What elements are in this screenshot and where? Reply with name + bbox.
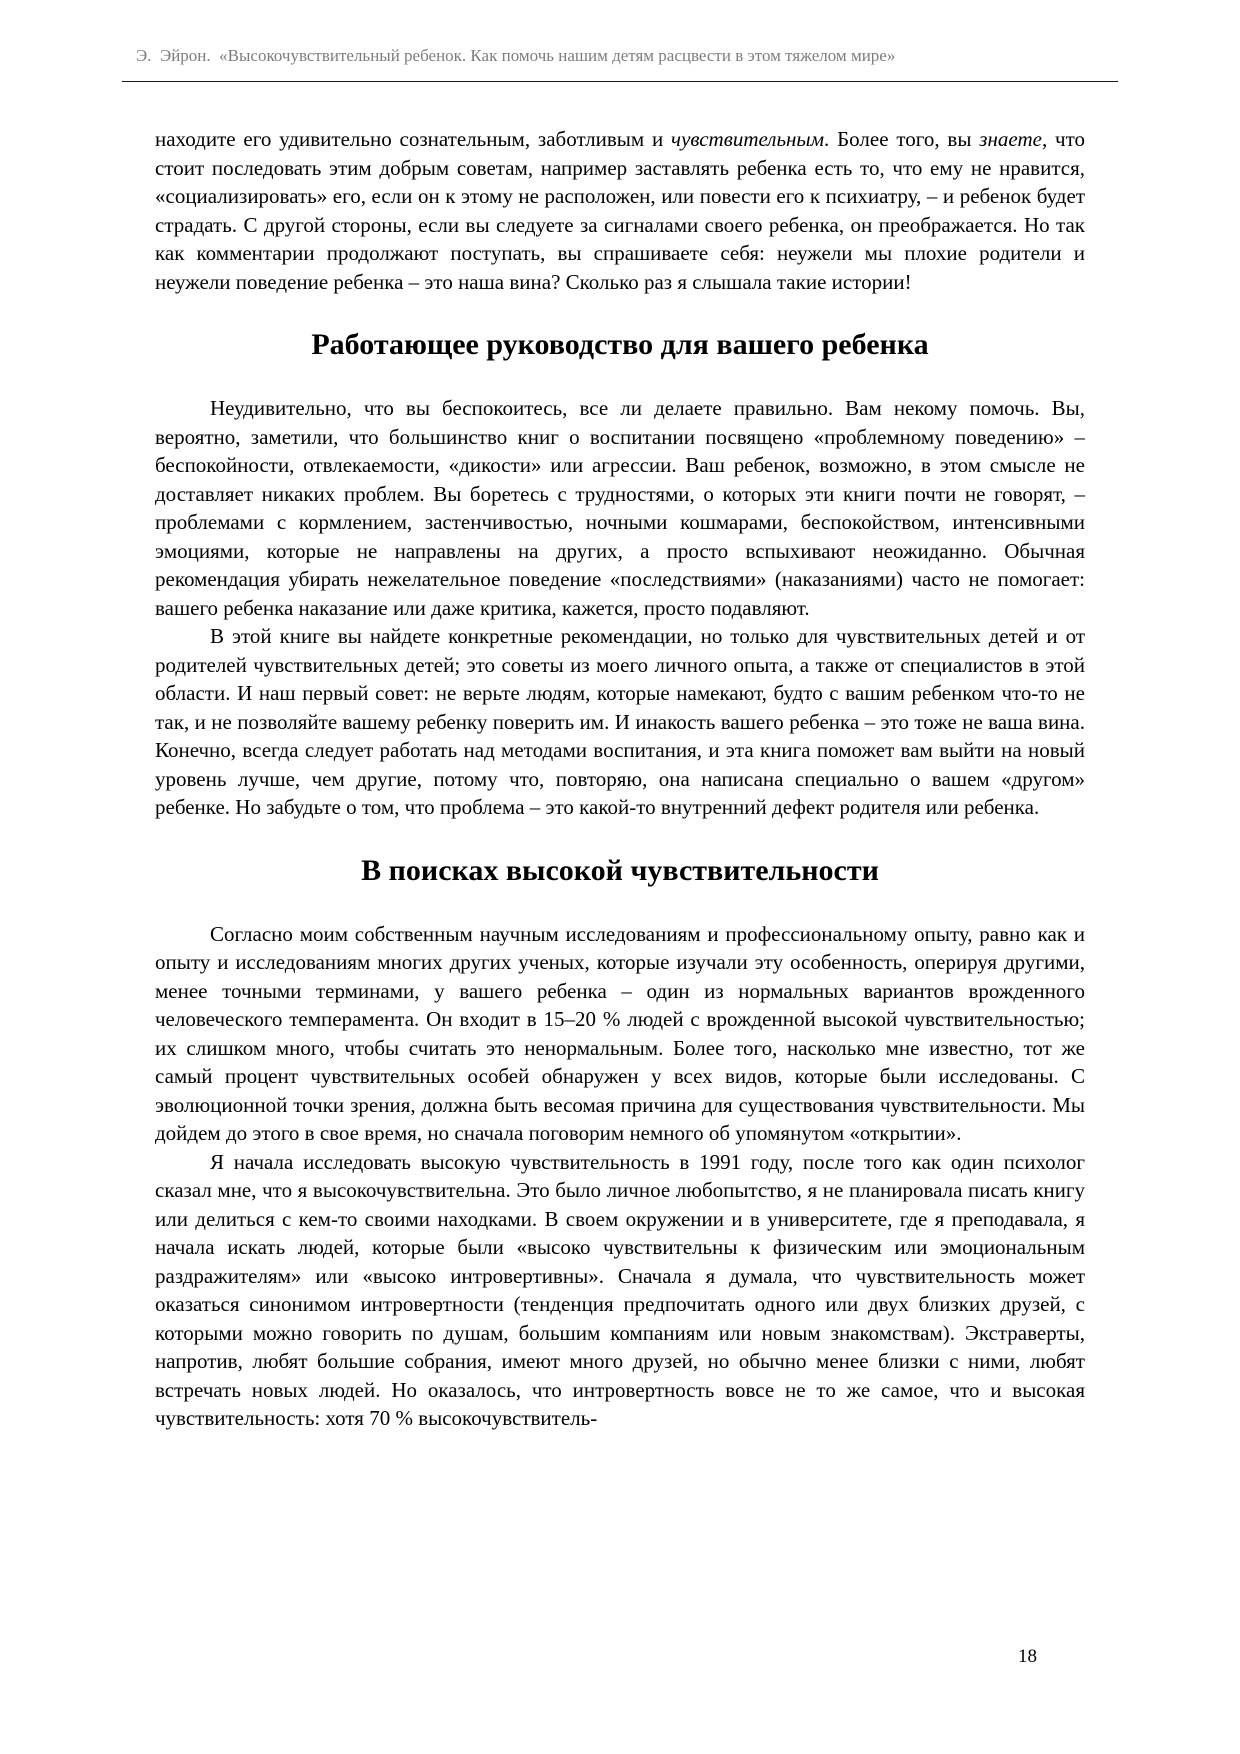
text-run: находите его удивительно сознательным, заботливым и bbox=[155, 127, 672, 151]
running-header bbox=[0, 0, 1240, 82]
text-run: Неудивительно, что вы беспокоитесь, все ли делаете правильно. Вам некому помочь. Вы, вероятно, заметили, что большинство книг о воспитании посвящено «проблемному поведению» – беспокойности, отвлекаемости, «дикости» или агрессии. Ваш ребенок, возможно, в этом смысле не доставляет никаких проблем. Вы боретесь с трудностями, о которых эти книги почти не говорят, – проблемами с кормлением, застенчивостью, ночными кошмарами, беспокойством, интенсивными эмоциями, которые не направлены на других, а просто вспыхивают неожиданно. Обычная рекомендация убирать нежелательное поведение «последствиями» (наказаниями) часто не помогает: вашего ребенка наказание или даже критика, кажется, просто подавляют. bbox=[155, 396, 1085, 620]
body-paragraph bbox=[155, 394, 1085, 622]
running-header-title: Э. Эйрон. «Высокочувствительный ребенок. Как помочь нашим детям расцвести в этом тяжелом мире» bbox=[136, 46, 896, 65]
body-paragraph bbox=[155, 622, 1085, 822]
page-content bbox=[0, 82, 1240, 1433]
section-heading: Работающее руководство для вашего ребенка bbox=[311, 328, 929, 361]
text-run: Я начала исследовать высокую чувствительность в 1991 году, после того как один психолог сказал мне, что я высокочувствительна. Это было личное любопытство, я не планировала писать книгу или делиться с кем-то своими находками. В своем окружении и в университете, где я преподавала, я начала искать людей, которые были «высоко чувствительны к физическим или эмоциональным раздражителям» или «высоко интровертивны». Сначала я думала, что чувствительность может оказаться синонимом интровертности (тенденция предпочитать одного или двух близких друзей, с которыми можно говорить по душам, большим компаниям или новым знакомствам). Экстраверты, напротив, любят большие собрания, имеют много друзей, но обычно менее близки с ними, любят встречать новых людей. Но оказалось, что интровертность вовсе не то же самое, что и высокая чувствительность: хотя 70 % высокочувствитель- bbox=[155, 1149, 1085, 1430]
body-paragraph bbox=[155, 125, 1085, 296]
page-number: 18 bbox=[1018, 1646, 1037, 1667]
body-paragraph bbox=[155, 920, 1085, 1148]
italic-text-run: знаете bbox=[979, 127, 1042, 151]
section-heading: В поисках высокой чувствительности bbox=[361, 853, 879, 887]
text-run: В этой книге вы найдете конкретные рекомендации, но только для чувствительных детей и от родителей чувствительных детей; это советы из моего личного опыта, а также от специалистов в этой области. И наш первый совет: не верьте людям, которые намекают, будто с вашим ребенком что-то не так, и не позволяйте вашему ребенку поверить им. И инакость вашего ребенка – это тоже не ваша вина. Конечно, всегда следует работать над методами воспитания, и эта книга поможет вам выйти на новый уровень лучше, чем другие, потому что, повторяю, она написана специально о вашем «другом» ребенке. Но забудьте о том, что проблема – это какой-то внутренний дефект родителя или ребенка. bbox=[155, 624, 1085, 819]
page-footer bbox=[1018, 1646, 1037, 1668]
italic-text-run: чувствительным bbox=[671, 127, 825, 151]
body-paragraph bbox=[155, 1148, 1085, 1433]
text-run: , что стоит последовать этим добрым советам, например заставлять ребенка есть то, что ему не нравится, «социализировать» его, если он к этому не расположен, или повести его к психиатру, – и ребенок будет страдать. С другой стороны, если вы следуете за сигналами своего ребенка, он преображается. Но так как комментарии продолжают поступать, вы спрашиваете себя: неужели мы плохие родители и неужели поведение ребенка – это наша вина? Сколько раз я слышала такие истории! bbox=[155, 127, 1085, 294]
text-run: . Более того, вы bbox=[824, 127, 980, 151]
text-run: Согласно моим собственным научным исследованиям и профессиональному опыту, равно как и опыту и исследованиям многих других ученых, которые изучали эту особенность, оперируя другими, менее точными терминами, у вашего ребенка – один из нормальных вариантов врожденного человеческого темперамента. Он входит в 15–20 % людей с врожденной высокой чувствительностью; их слишком много, чтобы считать это ненормальным. Более того, насколько мне известно, тот же самый процент чувствительных особей обнаружен у всех видов, которые были исследованы. С эволюционной точки зрения, должна быть весомая причина для существования чувствительности. Мы дойдем до этого в свое время, но сначала поговорим немного об упомянутом «открытии». bbox=[155, 921, 1085, 1145]
